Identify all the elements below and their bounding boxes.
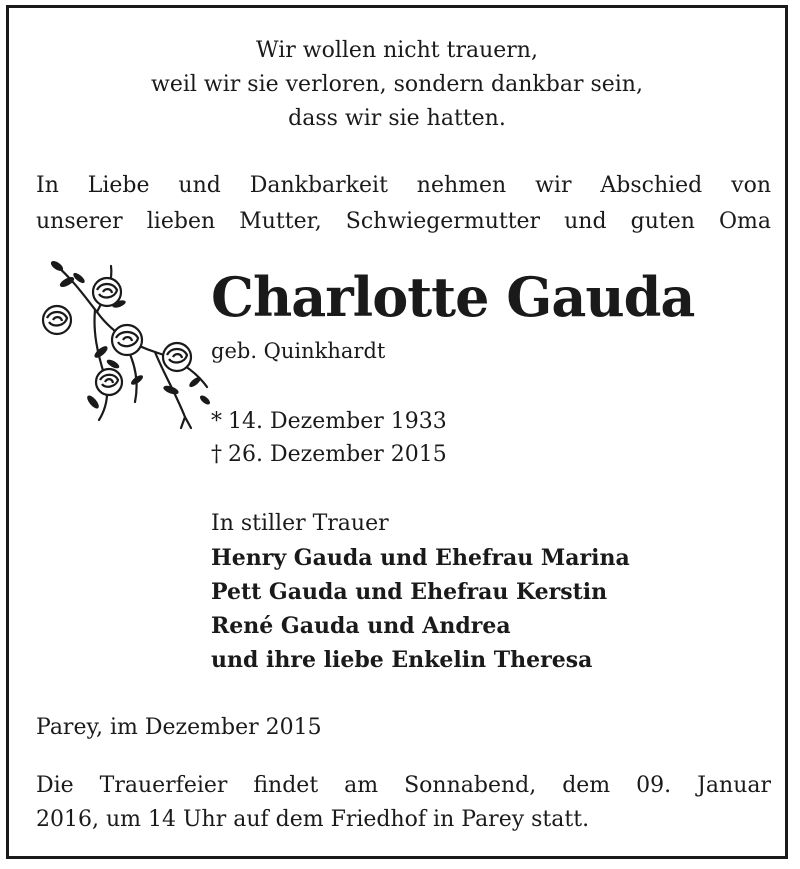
mourners-block [211,507,630,677]
intro-line: unserer lieben Mutter, Schwiegermutter und guten Oma [36,209,771,234]
death-date: 26. Dezember 2015 [228,442,447,467]
farewell-intro [36,168,771,240]
mourner-entry: und ihre liebe Enkelin Theresa [211,647,593,673]
poem-line: dass wir sie hatten. [288,106,506,131]
maiden-name: geb. Quinkhardt [211,339,386,363]
death-symbol: † [211,442,222,467]
birth-date: 14. Dezember 1933 [228,409,447,434]
mourner-entry: Pett Gauda und Ehefrau Kerstin [211,579,608,605]
poem-line: Wir wollen nicht trauern, [256,38,538,63]
mourners-lead: In stiller Trauer [211,511,389,536]
place-date: Parey, im Dezember 2015 [36,715,322,740]
rose-branch-icon [35,252,213,430]
funeral-info [36,769,771,837]
memorial-poem [9,34,785,136]
birth-row [211,405,447,438]
life-dates [211,405,447,471]
death-row [211,438,447,471]
poem-line: weil wir sie verloren, sondern dankbar sein, [151,72,643,97]
birth-symbol: * [211,409,222,434]
intro-line: In Liebe und Dankbarkeit nehmen wir Abschied von [36,173,771,198]
deceased-name: Charlotte Gauda [211,265,695,329]
mourner-entry: René Gauda und Andrea [211,613,511,639]
mourner-entry: Henry Gauda und Ehefrau Marina [211,545,630,571]
obituary-notice [6,5,788,859]
funeral-line: 2016, um 14 Uhr auf dem Friedhof in Parey statt. [36,807,590,832]
funeral-line: Die Trauerfeier findet am Sonnabend, dem 09. Januar [36,773,771,798]
